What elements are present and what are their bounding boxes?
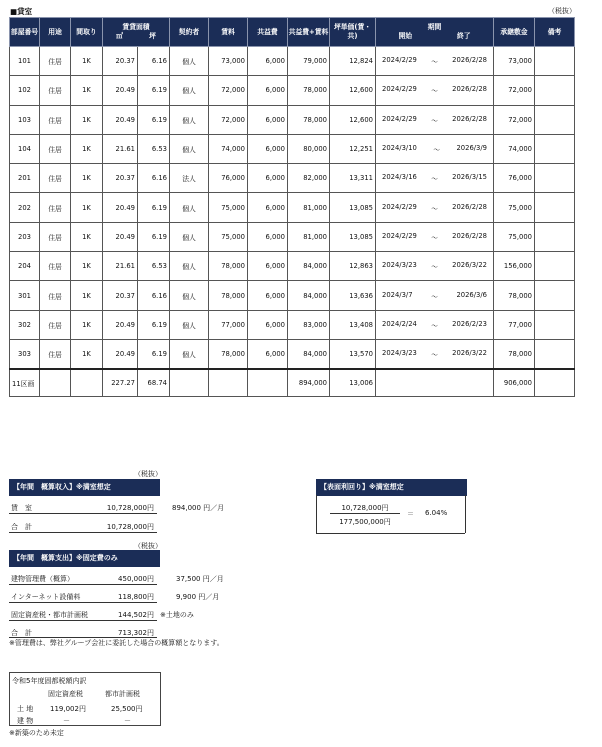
cell-use: 住居	[40, 105, 71, 134]
cell-tsubo: 6.19	[138, 339, 170, 369]
cell-tilde: ～	[431, 116, 438, 125]
cell-end: 2026/3/9	[456, 144, 487, 153]
cell-m2: 20.49	[103, 222, 138, 251]
col-remarks: 備考	[535, 18, 575, 47]
cell-tenant: 個人	[170, 339, 209, 369]
tax-land-fixed: 119,002円	[50, 705, 86, 713]
total-deposit: 906,000	[494, 369, 535, 397]
cell-common: 6,000	[248, 339, 288, 369]
cell-deposit: 73,000	[494, 47, 535, 76]
cell-total: 79,000	[288, 47, 330, 76]
cell-layout: 1K	[71, 47, 103, 76]
cell-room: 103	[10, 105, 40, 134]
cell-use: 住居	[40, 281, 71, 310]
cell-remarks	[535, 281, 575, 310]
cell-tilde: ～	[433, 146, 441, 155]
cell-common: 6,000	[248, 281, 288, 310]
cell-deposit: 78,000	[494, 339, 535, 369]
tax-land-label: 土 地	[17, 705, 34, 713]
income-rent-label: 賃 室	[11, 504, 32, 512]
cell-room: 202	[10, 193, 40, 222]
expense-total-value: 713,302円	[118, 629, 154, 637]
table-row	[10, 105, 575, 134]
cell-period	[376, 281, 494, 310]
expense-item-label: 固定資産税・都市計画税	[11, 611, 88, 619]
cell-unit: 12,251	[330, 134, 376, 163]
cell-common: 6,000	[248, 105, 288, 134]
cell-total: 80,000	[288, 134, 330, 163]
cell-start: 2024/2/24	[382, 319, 417, 328]
cell-m2: 21.61	[103, 252, 138, 281]
col-area-label: 賃貸面積	[122, 23, 150, 31]
cell-unit: 13,085	[330, 222, 376, 251]
expense-item-value: 450,000円	[118, 575, 154, 583]
col-deposit: 承継敷金	[494, 18, 535, 47]
cell-period	[376, 164, 494, 193]
cell-end: 2026/2/28	[452, 56, 487, 65]
cell-unit: 13,570	[330, 339, 376, 369]
cell-unit: 12,824	[330, 47, 376, 76]
cell-room: 302	[10, 310, 40, 339]
cell-tenant: 個人	[170, 47, 209, 76]
expense-item-label: 建物管理費（概算）	[11, 575, 74, 583]
cell-tilde: ～	[431, 321, 438, 330]
cell-unit: 12,600	[330, 76, 376, 105]
cell-tsubo: 6.53	[138, 134, 170, 163]
cell-layout: 1K	[71, 164, 103, 193]
cell-tenant: 個人	[170, 105, 209, 134]
cell-tenant: 法人	[170, 164, 209, 193]
cell-m2: 20.49	[103, 339, 138, 369]
col-period	[376, 18, 494, 47]
cell-deposit: 72,000	[494, 105, 535, 134]
cell-use: 住居	[40, 134, 71, 163]
cell-total: 78,000	[288, 76, 330, 105]
cell-m2: 20.49	[103, 193, 138, 222]
total-m2: 227.27	[103, 369, 138, 397]
cell-tenant: 個人	[170, 76, 209, 105]
expense-item-value: 144,502円	[118, 611, 154, 619]
cell-layout: 1K	[71, 134, 103, 163]
cell-rent: 77,000	[209, 310, 248, 339]
cell-use: 住居	[40, 222, 71, 251]
col-room: 部屋番号	[10, 18, 40, 47]
expense-item-monthly: 37,500 円／月	[176, 575, 224, 583]
cell-tilde: ～	[431, 204, 438, 213]
cell-tilde: ～	[431, 351, 438, 360]
cell-period	[376, 47, 494, 76]
cell-unit: 13,408	[330, 310, 376, 339]
cell-remarks	[535, 76, 575, 105]
cell-total: 82,000	[288, 164, 330, 193]
cell-period	[376, 310, 494, 339]
cell-layout: 1K	[71, 252, 103, 281]
cell-tenant: 個人	[170, 252, 209, 281]
cell-start: 2024/3/23	[382, 261, 417, 270]
totals-row	[10, 369, 575, 397]
col-use: 用途	[40, 18, 71, 47]
cell-deposit: 74,000	[494, 134, 535, 163]
cell-start: 2024/2/29	[382, 114, 417, 123]
cell-end: 2026/3/15	[452, 173, 487, 182]
cell-tilde: ～	[431, 58, 438, 67]
cell-start: 2024/2/29	[382, 202, 417, 211]
cell-m2: 20.37	[103, 164, 138, 193]
cell-common: 6,000	[248, 222, 288, 251]
yield-denominator: 177,500,000円	[339, 518, 391, 526]
expense-item-label: インターネット設備料	[11, 593, 81, 601]
cell-unit: 13,085	[330, 193, 376, 222]
cell-m2: 20.49	[103, 76, 138, 105]
cell-rent: 72,000	[209, 76, 248, 105]
cell-tenant: 個人	[170, 281, 209, 310]
cell-remarks	[535, 193, 575, 222]
cell-end: 2026/2/28	[452, 202, 487, 211]
table-row	[10, 222, 575, 251]
tax-bldg-fixed: －	[63, 717, 70, 725]
cell-rent: 75,000	[209, 193, 248, 222]
cell-rent: 73,000	[209, 47, 248, 76]
cell-common: 6,000	[248, 47, 288, 76]
cell-tsubo: 6.19	[138, 193, 170, 222]
cell-layout: 1K	[71, 339, 103, 369]
cell-unit: 12,600	[330, 105, 376, 134]
col-rent-common: 共益費+賃料	[288, 18, 330, 47]
cell-m2: 20.49	[103, 105, 138, 134]
cell-deposit: 76,000	[494, 164, 535, 193]
cell-total: 81,000	[288, 222, 330, 251]
cell-rent: 78,000	[209, 281, 248, 310]
cell-remarks	[535, 222, 575, 251]
cell-m2: 20.37	[103, 47, 138, 76]
table-header	[10, 18, 575, 47]
income-rent-value: 10,728,000円	[106, 504, 154, 512]
cell-deposit: 75,000	[494, 222, 535, 251]
yield-result: 6.04%	[425, 509, 448, 517]
cell-remarks	[535, 134, 575, 163]
income-title: 【年間 概算収入】※満室想定	[9, 479, 160, 496]
cell-period	[376, 252, 494, 281]
cell-use: 住居	[40, 47, 71, 76]
col-rent: 賃料	[209, 18, 248, 47]
cell-tilde: ～	[431, 87, 438, 96]
cell-unit: 12,863	[330, 252, 376, 281]
table-row	[10, 193, 575, 222]
tax-note: （税抜）	[548, 7, 576, 15]
table-row	[10, 281, 575, 310]
cell-remarks	[535, 105, 575, 134]
cell-remarks	[535, 252, 575, 281]
cell-room: 203	[10, 222, 40, 251]
cell-tsubo: 6.16	[138, 47, 170, 76]
cell-deposit: 156,000	[494, 252, 535, 281]
cell-tsubo: 6.53	[138, 252, 170, 281]
col-end: 終了	[456, 32, 471, 40]
tax-bldg-label: 建 物	[17, 717, 34, 725]
cell-period	[376, 339, 494, 369]
col-tenant: 契約者	[170, 18, 209, 47]
cell-tilde: ～	[431, 263, 438, 272]
table-row	[10, 310, 575, 339]
cell-unit: 13,636	[330, 281, 376, 310]
col-area	[103, 18, 170, 47]
tax-col-fixed: 固定資産税	[48, 690, 83, 698]
cell-layout: 1K	[71, 193, 103, 222]
cell-unit: 13,311	[330, 164, 376, 193]
cell-use: 住居	[40, 252, 71, 281]
cell-m2: 20.49	[103, 310, 138, 339]
cell-deposit: 75,000	[494, 193, 535, 222]
cell-deposit: 78,000	[494, 281, 535, 310]
cell-start: 2024/2/29	[382, 231, 417, 240]
cell-tsubo: 6.19	[138, 222, 170, 251]
cell-tenant: 個人	[170, 193, 209, 222]
cell-room: 201	[10, 164, 40, 193]
cell-tenant: 個人	[170, 222, 209, 251]
cell-common: 6,000	[248, 134, 288, 163]
cell-room: 301	[10, 281, 40, 310]
cell-rent: 78,000	[209, 339, 248, 369]
cell-start: 2024/3/16	[382, 173, 417, 182]
cell-period	[376, 134, 494, 163]
tax-breakdown-title: 令和5年度固都税額内訳	[12, 677, 87, 685]
cell-room: 104	[10, 134, 40, 163]
cell-use: 住居	[40, 164, 71, 193]
cell-rent: 72,000	[209, 105, 248, 134]
col-start: 開始	[398, 32, 413, 40]
cell-end: 2026/3/22	[452, 261, 487, 270]
cell-tsubo: 6.16	[138, 164, 170, 193]
cell-tsubo: 6.19	[138, 105, 170, 134]
cell-layout: 1K	[71, 281, 103, 310]
cell-deposit: 77,000	[494, 310, 535, 339]
cell-rent: 76,000	[209, 164, 248, 193]
cell-m2: 21.61	[103, 134, 138, 163]
cell-total: 83,000	[288, 310, 330, 339]
cell-total: 81,000	[288, 193, 330, 222]
cell-tenant: 個人	[170, 310, 209, 339]
col-layout: 間取り	[71, 18, 103, 47]
cell-rent: 75,000	[209, 222, 248, 251]
income-total-value: 10,728,000円	[106, 523, 154, 531]
cell-total: 84,000	[288, 252, 330, 281]
cell-start: 2024/2/29	[382, 56, 417, 65]
tax-footnote: ※新築のため未定	[9, 729, 64, 737]
cell-total: 84,000	[288, 281, 330, 310]
cell-common: 6,000	[248, 193, 288, 222]
cell-room: 204	[10, 252, 40, 281]
cell-room: 303	[10, 339, 40, 369]
cell-tenant: 個人	[170, 134, 209, 163]
table-row	[10, 47, 575, 76]
cell-tsubo: 6.19	[138, 310, 170, 339]
col-common: 共益費	[248, 18, 288, 47]
table-row	[10, 252, 575, 281]
cell-tilde: ～	[431, 292, 438, 301]
cell-end: 2026/2/28	[452, 114, 487, 123]
cell-layout: 1K	[71, 105, 103, 134]
cell-use: 住居	[40, 310, 71, 339]
cell-period	[376, 76, 494, 105]
cell-start: 2024/2/29	[382, 85, 417, 94]
table-row	[10, 76, 575, 105]
total-count: 11区画	[10, 369, 40, 397]
cell-room: 101	[10, 47, 40, 76]
cell-start: 2024/3/10	[382, 144, 417, 153]
cell-layout: 1K	[71, 76, 103, 105]
yield-numerator: 10,728,000円	[341, 504, 389, 512]
expense-title: 【年間 概算支出】※固定費のみ	[9, 550, 160, 567]
yield-title: 【表面利回り】※満室想定	[316, 479, 467, 496]
tax-col-city: 都市計画税	[105, 690, 140, 698]
cell-layout: 1K	[71, 222, 103, 251]
cell-end: 2026/3/6	[456, 290, 487, 299]
cell-common: 6,000	[248, 76, 288, 105]
table-row	[10, 339, 575, 369]
cell-rent: 78,000	[209, 252, 248, 281]
expense-tax-note: （税抜）	[134, 542, 162, 550]
cell-total: 78,000	[288, 105, 330, 134]
expense-item-value: 118,800円	[118, 593, 154, 601]
cell-total: 84,000	[288, 339, 330, 369]
cell-use: 住居	[40, 193, 71, 222]
cell-remarks	[535, 164, 575, 193]
cell-period	[376, 222, 494, 251]
yield-fraction-bar	[330, 513, 400, 514]
cell-use: 住居	[40, 339, 71, 369]
expense-total-label: 合 計	[11, 629, 32, 637]
table-row	[10, 164, 575, 193]
col-unit-price: 坪単価(賃・共)	[330, 18, 376, 47]
col-area-m2: ㎡	[116, 32, 123, 40]
total-unit-price: 13,006	[330, 369, 376, 397]
rent-roll-table	[9, 17, 575, 397]
cell-tilde: ～	[431, 175, 438, 184]
cell-common: 6,000	[248, 310, 288, 339]
cell-end: 2026/2/28	[452, 231, 487, 240]
cell-remarks	[535, 339, 575, 369]
tax-bldg-city: －	[124, 717, 131, 725]
cell-m2: 20.37	[103, 281, 138, 310]
expense-footnote: ※管理費は、弊社グループ会社に委託した場合の概算額となります。	[9, 639, 224, 647]
cell-end: 2026/3/22	[452, 349, 487, 358]
cell-tilde: ～	[431, 233, 438, 242]
cell-end: 2026/2/28	[452, 85, 487, 94]
cell-start: 2024/3/23	[382, 349, 417, 358]
cell-use: 住居	[40, 76, 71, 105]
tax-land-city: 25,500円	[111, 705, 143, 713]
section-heading: ■貸室	[10, 7, 33, 16]
cell-remarks	[535, 310, 575, 339]
cell-layout: 1K	[71, 310, 103, 339]
cell-room: 102	[10, 76, 40, 105]
expense-item-monthly: ※土地のみ	[160, 611, 194, 619]
yield-equals: ＝	[407, 510, 414, 518]
cell-rent: 74,000	[209, 134, 248, 163]
cell-period	[376, 193, 494, 222]
total-tsubo: 68.74	[138, 369, 170, 397]
cell-deposit: 72,000	[494, 76, 535, 105]
cell-tsubo: 6.19	[138, 76, 170, 105]
income-tax-note: （税抜）	[134, 470, 162, 478]
cell-common: 6,000	[248, 164, 288, 193]
cell-period	[376, 105, 494, 134]
col-area-tsubo: 坪	[149, 32, 156, 40]
cell-common: 6,000	[248, 252, 288, 281]
cell-end: 2026/2/23	[452, 319, 487, 328]
total-rent-common: 894,000	[288, 369, 330, 397]
cell-tsubo: 6.16	[138, 281, 170, 310]
cell-start: 2024/3/7	[382, 290, 413, 299]
cell-remarks	[535, 47, 575, 76]
income-rent-monthly: 894,000 円／月	[172, 504, 225, 512]
table-row	[10, 134, 575, 163]
col-period-label: 期間	[427, 23, 442, 31]
income-total-label: 合 計	[11, 523, 32, 531]
expense-item-monthly: 9,900 円／月	[176, 593, 220, 601]
